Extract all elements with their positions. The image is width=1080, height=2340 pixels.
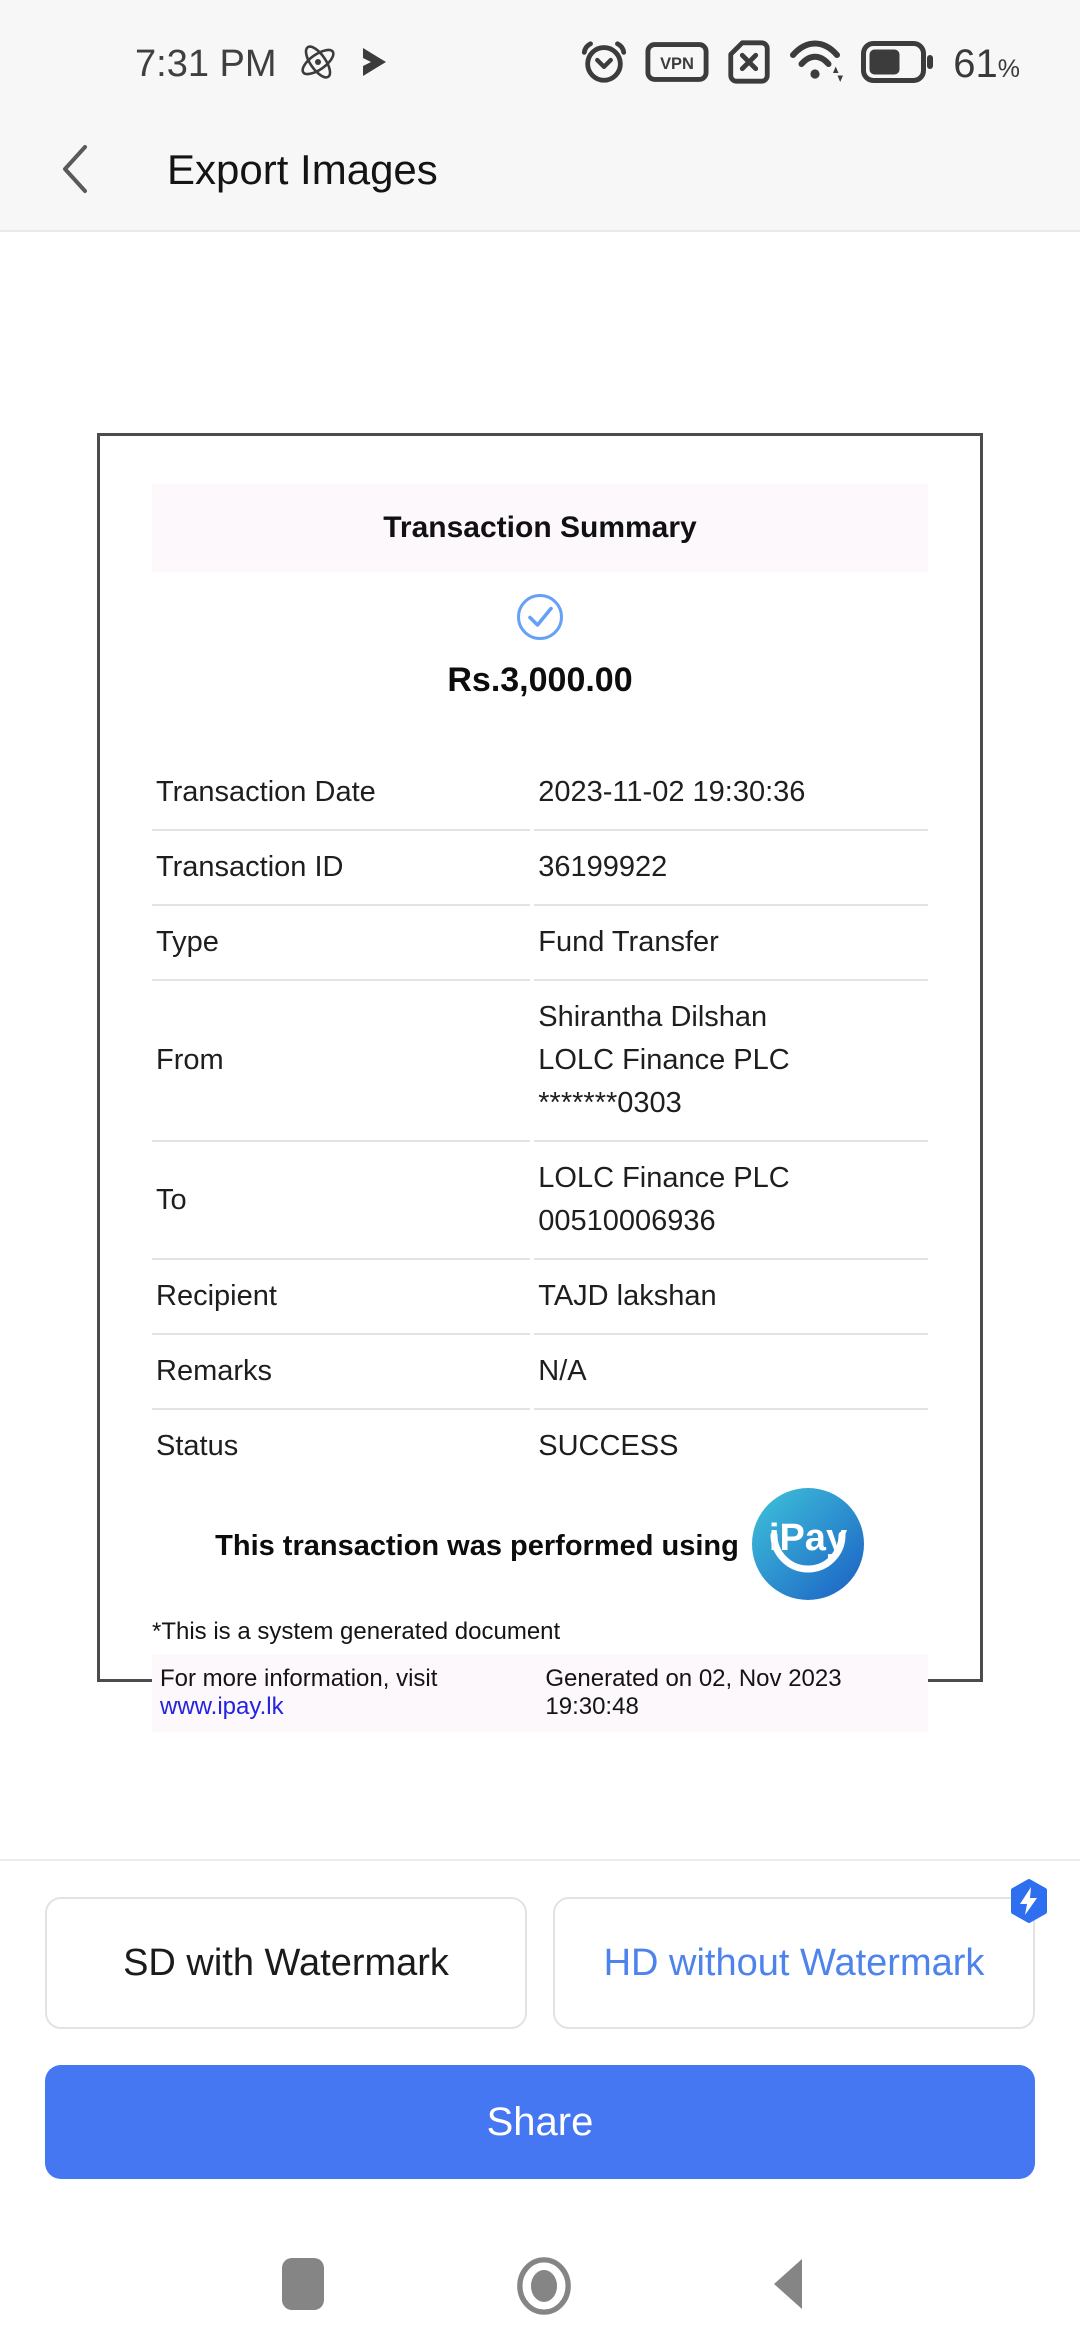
- performed-using-row: [100, 1487, 980, 1606]
- wifi-icon: [789, 37, 845, 92]
- row-label: From: [152, 981, 530, 1142]
- battery-percent-text: 61%: [953, 41, 1020, 86]
- table-row: [152, 1260, 928, 1335]
- atom-icon: [295, 39, 341, 90]
- row-value: LOLC Finance PLC 00510006936: [534, 1142, 928, 1260]
- transaction-amount: Rs.3,000.00: [447, 661, 633, 699]
- battery-icon: [861, 39, 935, 90]
- table-row: [152, 756, 928, 831]
- page-title: Export Images: [167, 146, 438, 193]
- content-area: [0, 433, 1080, 2060]
- svg-text:iPay: iPay: [768, 1517, 847, 1559]
- row-label: To: [152, 1142, 530, 1260]
- options-row: [45, 1897, 1035, 2029]
- nav-recents-button[interactable]: [282, 2258, 324, 2310]
- sd-option-label: SD with Watermark: [123, 1941, 449, 1984]
- check-circle-icon: [515, 629, 565, 646]
- table-row: [152, 981, 928, 1142]
- share-button-label: Share: [486, 2099, 594, 2144]
- ipay-link[interactable]: www.ipay.lk: [160, 1693, 284, 1720]
- nav-back-button[interactable]: [770, 2256, 804, 2312]
- sd-with-watermark-button[interactable]: [45, 1897, 527, 2029]
- hd-without-watermark-button[interactable]: [553, 1897, 1035, 2029]
- row-value: TAJD lakshan: [534, 1260, 928, 1335]
- table-row: [152, 1335, 928, 1410]
- row-label: Recipient: [152, 1260, 530, 1335]
- vpn-icon: [645, 38, 709, 91]
- receipt-table-body: [152, 756, 928, 1483]
- table-row: [152, 906, 928, 981]
- table-row: [152, 1142, 928, 1260]
- app-header: [0, 110, 1080, 232]
- row-value: SUCCESS: [538, 1430, 679, 1462]
- receipt-title: Transaction Summary: [383, 511, 697, 544]
- row-label: Status: [156, 1430, 239, 1462]
- row-value: N/A: [534, 1335, 928, 1410]
- clock-text: 7:31 PM: [135, 42, 277, 85]
- row-value: Fund Transfer: [534, 906, 928, 981]
- row-label: Type: [152, 906, 530, 981]
- receipt-preview: [97, 433, 983, 1720]
- share-button[interactable]: [45, 2065, 1035, 2179]
- receipt-title-band: [152, 484, 928, 572]
- table-row: [152, 1410, 928, 1483]
- play-icon: [359, 45, 389, 84]
- status-bar: [0, 0, 1080, 110]
- svg-text:VPN: VPN: [660, 54, 695, 73]
- table-row: [152, 831, 928, 906]
- success-check-wrap: [100, 592, 980, 647]
- performed-using-text: This transaction was performed using: [215, 1530, 739, 1562]
- receipt-table: [148, 756, 932, 1483]
- chevron-left-icon: [57, 142, 93, 199]
- more-info-text: For more information, visit www.ipay.lk: [160, 1665, 438, 1720]
- status-bar-left: [135, 39, 389, 90]
- android-nav-bar: [0, 2210, 1080, 2340]
- export-options-panel: [0, 1859, 1080, 2340]
- ipay-logo: [751, 1487, 865, 1606]
- back-triangle-icon: [770, 2300, 804, 2315]
- no-sim-icon: [725, 38, 773, 91]
- row-value: 2023-11-02 19:30:36: [534, 756, 928, 831]
- system-generated-note: *This is a system generated document: [152, 1618, 561, 1645]
- nav-home-button[interactable]: [515, 2256, 573, 2316]
- row-label: Transaction Date: [152, 756, 530, 831]
- hd-option-label: HD without Watermark: [603, 1941, 985, 1984]
- back-button[interactable]: [57, 142, 93, 199]
- status-bar-right: [579, 37, 1020, 92]
- row-value: Shirantha Dilshan LOLC Finance PLC *******0303: [534, 981, 928, 1142]
- row-label: Remarks: [152, 1335, 530, 1410]
- receipt-footer-band: [152, 1654, 928, 1732]
- home-circle-icon: [515, 2304, 573, 2319]
- row-label: Transaction ID: [152, 831, 530, 906]
- alarm-icon: [579, 37, 629, 92]
- row-value: 36199922: [534, 831, 928, 906]
- lightning-badge-icon: [1009, 1879, 1049, 1923]
- generated-on-text: Generated on 02, Nov 2023 19:30:48: [545, 1665, 842, 1720]
